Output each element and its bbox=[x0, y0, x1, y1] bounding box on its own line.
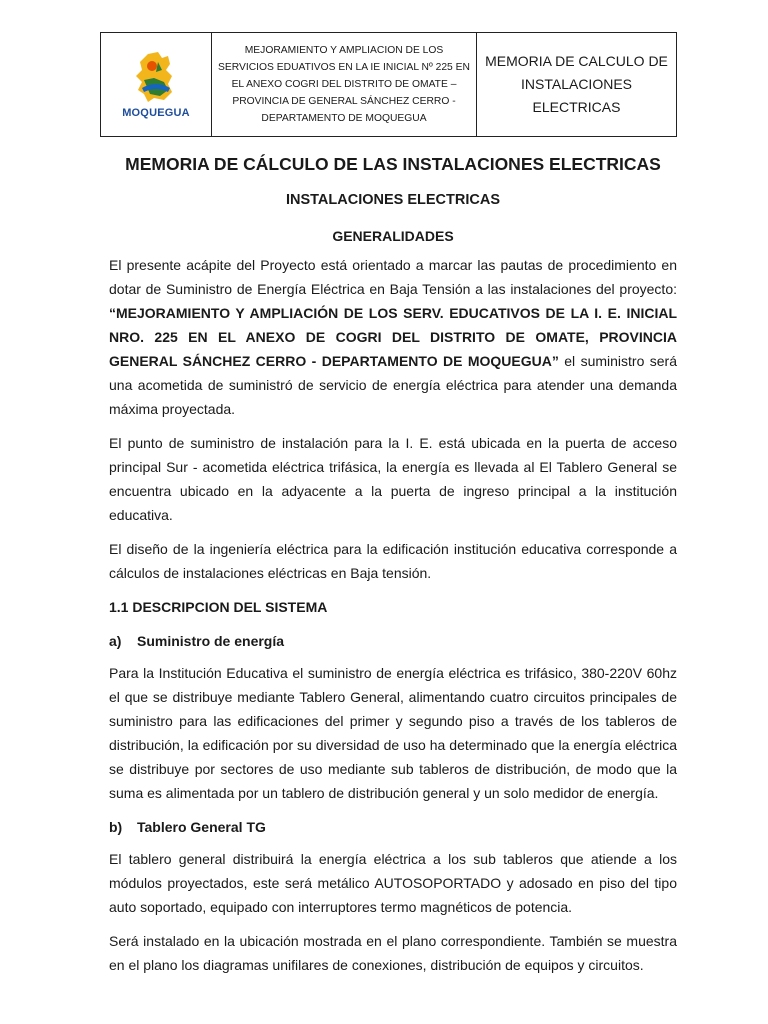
paragraph-design: El diseño de la ingeniería eléctrica para la edificación institución educativa corresponde a cálculos de instalaciones eléctricas en Baja tensión. bbox=[109, 541, 677, 581]
subsection-b-heading bbox=[109, 815, 677, 839]
moquegua-logo-icon bbox=[128, 50, 184, 106]
paragraph-general-board: El tablero general distribuirá la energía eléctrica a los sub tableros que atiende a los módulos proyectados, este será metálico AUTOSOPORTADO y adosado en piso del tipo auto soportado, equipado con interruptores termo magnéticos de potencia. bbox=[109, 851, 677, 915]
logo-text: MOQUEGUA bbox=[122, 107, 190, 119]
subsection-title: Tablero General TG bbox=[137, 819, 266, 835]
subsection-a-heading bbox=[109, 629, 677, 653]
paragraph-generalidades bbox=[109, 253, 677, 421]
paragraph-text: El presente acápite del Proyecto está orientado a marcar las pautas de procedimiento en dotar de Suministro de Energía Eléctrica en Baja Tensión a las instalaciones del proyecto: bbox=[109, 257, 677, 297]
logo-cell bbox=[101, 33, 212, 136]
document-type-title: MEMORIA DE CALCULO DE INSTALACIONES ELECTRICAS bbox=[485, 53, 668, 115]
paragraph-energy-supply: Para la Institución Educativa el suministro de energía eléctrica es trifásico, 380-220V 60hz el que se distribuye mediante Tablero General, alimentando cuatro circuitos principales de suministro para las edificaciones del primer y segundo piso a través de los tableros de distribución, la edificación por su diversidad de uso ha determinado que la energía eléctrica se distribuye por sectores de uso mediante sub tableros de distribución, de modo que la suma es alimentada por un tablero de distribución general y un solo medidor de energía. bbox=[109, 665, 677, 801]
document-header bbox=[100, 32, 677, 137]
document-body bbox=[109, 147, 677, 987]
subsection-label: a) bbox=[109, 633, 122, 649]
page-title: MEMORIA DE CÁLCULO DE LAS INSTALACIONES ELECTRICAS bbox=[125, 154, 661, 174]
subsection-title: Suministro de energía bbox=[137, 633, 285, 649]
subsection-label: b) bbox=[109, 819, 123, 835]
paragraph-supply-point: El punto de suministro de instalación para la I. E. está ubicada en la puerta de acceso principal Sur - acometida eléctrica trifásica, la energía es llevada al El Tablero General se encuentra ubicado en la adyacente a la puerta de ingreso principal a la institución educativa. bbox=[109, 435, 677, 523]
paragraph-installation: Será instalado en la ubicación mostrada en el plano correspondiente. También se muestra en el plano los diagramas unifilares de conexiones, distribución de equipos y circuitos. bbox=[109, 933, 677, 973]
paragraph-text: el suministro será una acometida de suministró de servicio de energía eléctrica para atender una demanda máxima proyectada. bbox=[109, 353, 677, 417]
section-1-1-heading: 1.1 DESCRIPCION DEL SISTEMA bbox=[109, 599, 328, 615]
project-name-bold: “MEJORAMIENTO Y AMPLIACIÓN DE LOS SERV. EDUCATIVOS DE LA I. E. INICIAL NRO. 225 EN EL ANEXO DE COGRI DEL DISTRITO DE OMATE, PROVINCIA GENERAL SÁNCHEZ CERRO - DEPARTAMENTO DE MOQUEGUA” bbox=[109, 305, 677, 369]
section-heading: GENERALIDADES bbox=[332, 228, 454, 244]
project-name: MEJORAMIENTO Y AMPLIACION DE LOS SERVICIOS EDUATIVOS EN LA IE INICIAL Nº 225 EN EL ANEXO COGRI DEL DISTRITO DE OMATE – PROVINCIA DE GENERAL SÁNCHEZ CERRO - DEPARTAMENTO DE MOQUEGUA bbox=[212, 33, 477, 136]
page-subtitle: INSTALACIONES ELECTRICAS bbox=[285, 192, 501, 208]
